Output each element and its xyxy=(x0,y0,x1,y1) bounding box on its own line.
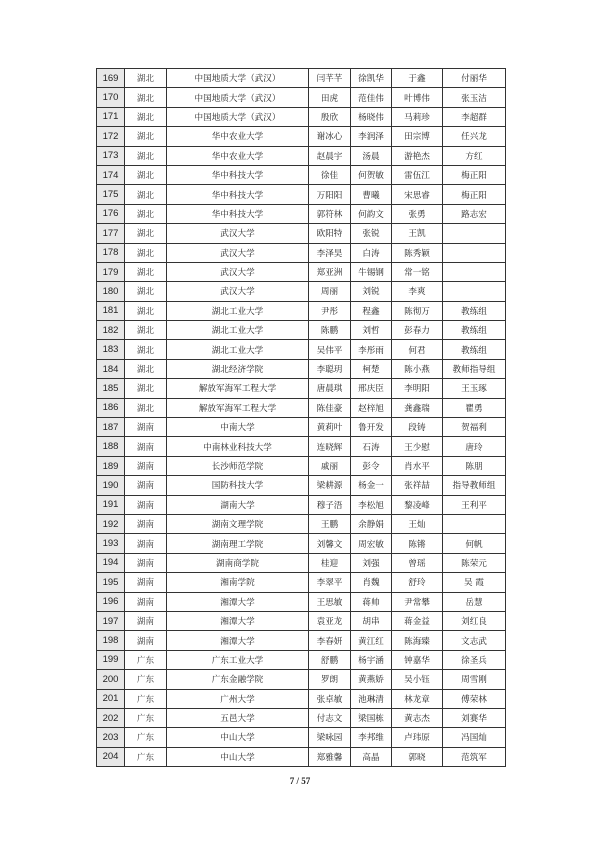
row-number-cell: 204 xyxy=(97,747,125,766)
member-1-cell: 梁耕源 xyxy=(309,476,351,495)
table-row xyxy=(97,301,506,320)
member-1-cell: 穆子浯 xyxy=(309,495,351,514)
member-3-cell: 陈海臻 xyxy=(392,631,443,650)
coach-cell: 教练组 xyxy=(443,301,506,320)
member-1-cell: 欧阳特 xyxy=(309,224,351,243)
province-cell: 湖南 xyxy=(125,418,167,437)
row-number-cell: 171 xyxy=(97,107,125,126)
member-3-cell: 张勇 xyxy=(392,204,443,223)
coach-cell: 王利平 xyxy=(443,495,506,514)
member-2-cell: 胡串 xyxy=(351,611,392,630)
member-2-cell: 刘强 xyxy=(351,553,392,572)
member-2-cell: 李彤雨 xyxy=(351,340,392,359)
school-cell: 湖南文理学院 xyxy=(167,514,309,533)
member-3-cell: 雷伍江 xyxy=(392,165,443,184)
member-3-cell: 舒玲 xyxy=(392,573,443,592)
school-cell: 湖北工业大学 xyxy=(167,321,309,340)
member-3-cell: 段铸 xyxy=(392,418,443,437)
row-number-cell: 187 xyxy=(97,418,125,437)
member-1-cell: 尹彤 xyxy=(309,301,351,320)
coach-cell: 付丽华 xyxy=(443,69,506,88)
coach-cell xyxy=(443,282,506,301)
province-cell: 湖北 xyxy=(125,321,167,340)
member-1-cell: 徐佳 xyxy=(309,165,351,184)
province-cell: 湖北 xyxy=(125,379,167,398)
page-number: 7 / 57 xyxy=(289,776,311,786)
row-number-cell: 177 xyxy=(97,224,125,243)
member-3-cell: 林龙章 xyxy=(392,689,443,708)
member-2-cell: 张锐 xyxy=(351,224,392,243)
member-1-cell: 万阳阳 xyxy=(309,185,351,204)
province-cell: 湖南 xyxy=(125,553,167,572)
member-2-cell: 汤晨 xyxy=(351,146,392,165)
row-number-cell: 190 xyxy=(97,476,125,495)
row-number-cell: 173 xyxy=(97,146,125,165)
school-cell: 中南林业科技大学 xyxy=(167,437,309,456)
table-row xyxy=(97,437,506,456)
member-1-cell: 袁亚龙 xyxy=(309,611,351,630)
province-cell: 湖北 xyxy=(125,204,167,223)
school-cell: 广州大学 xyxy=(167,689,309,708)
school-cell: 国防科技大学 xyxy=(167,476,309,495)
member-3-cell: 李爽 xyxy=(392,282,443,301)
table-row xyxy=(97,204,506,223)
member-1-cell: 戚丽 xyxy=(309,456,351,475)
coach-cell: 瞿勇 xyxy=(443,398,506,417)
member-2-cell: 赵梓旭 xyxy=(351,398,392,417)
row-number-cell: 175 xyxy=(97,185,125,204)
member-3-cell: 彭春力 xyxy=(392,321,443,340)
member-2-cell: 彭令 xyxy=(351,456,392,475)
table-row xyxy=(97,476,506,495)
member-3-cell: 郭晓 xyxy=(392,747,443,766)
school-cell: 中国地质大学（武汉） xyxy=(167,107,309,126)
member-2-cell: 刘锐 xyxy=(351,282,392,301)
member-3-cell: 吴小钰 xyxy=(392,670,443,689)
school-cell: 华中科技大学 xyxy=(167,185,309,204)
province-cell: 广东 xyxy=(125,747,167,766)
member-1-cell: 闫芊芊 xyxy=(309,69,351,88)
school-cell: 华中农业大学 xyxy=(167,127,309,146)
member-1-cell: 王鹏 xyxy=(309,514,351,533)
row-number-cell: 181 xyxy=(97,301,125,320)
member-1-cell: 谢冰心 xyxy=(309,127,351,146)
member-2-cell: 何韵文 xyxy=(351,204,392,223)
table-row xyxy=(97,262,506,281)
table-row xyxy=(97,224,506,243)
table-row xyxy=(97,321,506,340)
province-cell: 湖北 xyxy=(125,301,167,320)
coach-cell: 梅正阳 xyxy=(443,165,506,184)
coach-cell xyxy=(443,224,506,243)
member-3-cell: 龚鑫瑞 xyxy=(392,398,443,417)
school-cell: 武汉大学 xyxy=(167,243,309,262)
row-number-cell: 194 xyxy=(97,553,125,572)
member-1-cell: 舒鹏 xyxy=(309,650,351,669)
member-2-cell: 程鑫 xyxy=(351,301,392,320)
province-cell: 广东 xyxy=(125,708,167,727)
member-3-cell: 游艳杰 xyxy=(392,146,443,165)
table-row xyxy=(97,107,506,126)
member-3-cell: 王少慰 xyxy=(392,437,443,456)
coach-cell: 吴 霞 xyxy=(443,573,506,592)
member-1-cell: 陈佳豪 xyxy=(309,398,351,417)
member-1-cell: 殷欣 xyxy=(309,107,351,126)
school-cell: 解放军海军工程大学 xyxy=(167,398,309,417)
province-cell: 湖北 xyxy=(125,398,167,417)
member-3-cell: 陈彻万 xyxy=(392,301,443,320)
table-row xyxy=(97,514,506,533)
member-1-cell: 李翠平 xyxy=(309,573,351,592)
member-1-cell: 罗朗 xyxy=(309,670,351,689)
province-cell: 湖北 xyxy=(125,127,167,146)
member-2-cell: 蒋帅 xyxy=(351,592,392,611)
member-2-cell: 杨金一 xyxy=(351,476,392,495)
school-cell: 中南大学 xyxy=(167,418,309,437)
member-1-cell: 李春妍 xyxy=(309,631,351,650)
row-number-cell: 170 xyxy=(97,88,125,107)
school-cell: 长沙师范学院 xyxy=(167,456,309,475)
table-row xyxy=(97,379,506,398)
table-row xyxy=(97,165,506,184)
row-number-cell: 183 xyxy=(97,340,125,359)
member-3-cell: 曾瑶 xyxy=(392,553,443,572)
row-number-cell: 191 xyxy=(97,495,125,514)
coach-cell: 王玉琢 xyxy=(443,379,506,398)
province-cell: 湖北 xyxy=(125,243,167,262)
table-row xyxy=(97,592,506,611)
member-2-cell: 石涛 xyxy=(351,437,392,456)
province-cell: 湖南 xyxy=(125,456,167,475)
row-number-cell: 180 xyxy=(97,282,125,301)
coach-cell: 李超群 xyxy=(443,107,506,126)
member-1-cell: 桂迎 xyxy=(309,553,351,572)
member-1-cell: 唐晨琪 xyxy=(309,379,351,398)
member-3-cell: 王凯 xyxy=(392,224,443,243)
row-number-cell: 197 xyxy=(97,611,125,630)
school-cell: 中山大学 xyxy=(167,728,309,747)
member-3-cell: 黎凌峰 xyxy=(392,495,443,514)
coach-cell: 周雪刚 xyxy=(443,670,506,689)
member-1-cell: 王思敏 xyxy=(309,592,351,611)
member-2-cell: 杨晓伟 xyxy=(351,107,392,126)
coach-cell: 岳慧 xyxy=(443,592,506,611)
table-row xyxy=(97,398,506,417)
member-3-cell: 陈锵 xyxy=(392,534,443,553)
table-body xyxy=(97,69,506,767)
member-2-cell: 余静娟 xyxy=(351,514,392,533)
province-cell: 湖北 xyxy=(125,146,167,165)
member-1-cell: 刘馨文 xyxy=(309,534,351,553)
member-3-cell: 钟嘉华 xyxy=(392,650,443,669)
member-2-cell: 牛锡钢 xyxy=(351,262,392,281)
member-3-cell: 李明阳 xyxy=(392,379,443,398)
province-cell: 湖北 xyxy=(125,165,167,184)
province-cell: 湖北 xyxy=(125,359,167,378)
row-number-cell: 174 xyxy=(97,165,125,184)
table-row xyxy=(97,243,506,262)
school-cell: 广东金融学院 xyxy=(167,670,309,689)
member-1-cell: 李泽昊 xyxy=(309,243,351,262)
row-number-cell: 179 xyxy=(97,262,125,281)
coach-cell: 梅正阳 xyxy=(443,185,506,204)
table-row xyxy=(97,282,506,301)
table-row xyxy=(97,728,506,747)
member-2-cell: 柯楚 xyxy=(351,359,392,378)
member-2-cell: 肖魏 xyxy=(351,573,392,592)
school-cell: 华中科技大学 xyxy=(167,165,309,184)
province-cell: 湖北 xyxy=(125,107,167,126)
school-cell: 湖北工业大学 xyxy=(167,301,309,320)
member-1-cell: 李聪玥 xyxy=(309,359,351,378)
table-row xyxy=(97,534,506,553)
row-number-cell: 193 xyxy=(97,534,125,553)
school-cell: 湖南商学院 xyxy=(167,553,309,572)
member-1-cell: 赵晨宇 xyxy=(309,146,351,165)
member-3-cell: 尹常攀 xyxy=(392,592,443,611)
member-2-cell: 刘哲 xyxy=(351,321,392,340)
member-1-cell: 郑雅馨 xyxy=(309,747,351,766)
school-cell: 湖北经济学院 xyxy=(167,359,309,378)
school-cell: 解放军海军工程大学 xyxy=(167,379,309,398)
province-cell: 湖北 xyxy=(125,88,167,107)
school-cell: 湘潭大学 xyxy=(167,611,309,630)
member-1-cell: 梁咏园 xyxy=(309,728,351,747)
member-2-cell: 李润泽 xyxy=(351,127,392,146)
member-3-cell: 王灿 xyxy=(392,514,443,533)
coach-cell: 何帆 xyxy=(443,534,506,553)
row-number-cell: 202 xyxy=(97,708,125,727)
member-3-cell: 陈小燕 xyxy=(392,359,443,378)
member-3-cell: 张祥喆 xyxy=(392,476,443,495)
row-number-cell: 176 xyxy=(97,204,125,223)
province-cell: 湖南 xyxy=(125,611,167,630)
coach-cell: 刘红良 xyxy=(443,611,506,630)
province-cell: 湖北 xyxy=(125,262,167,281)
coach-cell xyxy=(443,243,506,262)
member-1-cell: 田虎 xyxy=(309,88,351,107)
school-cell: 湘潭大学 xyxy=(167,631,309,650)
province-cell: 湖南 xyxy=(125,514,167,533)
table-row xyxy=(97,689,506,708)
row-number-cell: 199 xyxy=(97,650,125,669)
member-3-cell: 何君 xyxy=(392,340,443,359)
coach-cell xyxy=(443,514,506,533)
table-row xyxy=(97,573,506,592)
table-row xyxy=(97,553,506,572)
province-cell: 广东 xyxy=(125,689,167,708)
school-cell: 中国地质大学（武汉） xyxy=(167,88,309,107)
row-number-cell: 198 xyxy=(97,631,125,650)
member-3-cell: 田宗博 xyxy=(392,127,443,146)
school-cell: 中国地质大学（武汉） xyxy=(167,69,309,88)
table-row xyxy=(97,185,506,204)
member-2-cell: 徐凯华 xyxy=(351,69,392,88)
member-3-cell: 常一铭 xyxy=(392,262,443,281)
member-2-cell: 池琳清 xyxy=(351,689,392,708)
province-cell: 湖南 xyxy=(125,592,167,611)
member-3-cell: 蒋金益 xyxy=(392,611,443,630)
province-cell: 湖北 xyxy=(125,282,167,301)
member-2-cell: 曹曦 xyxy=(351,185,392,204)
member-1-cell: 连晓辉 xyxy=(309,437,351,456)
member-1-cell: 付志文 xyxy=(309,708,351,727)
coach-cell: 冯国灿 xyxy=(443,728,506,747)
row-number-cell: 192 xyxy=(97,514,125,533)
province-cell: 湖北 xyxy=(125,185,167,204)
school-cell: 湖南大学 xyxy=(167,495,309,514)
member-2-cell: 高晶 xyxy=(351,747,392,766)
member-2-cell: 黄江红 xyxy=(351,631,392,650)
table-row xyxy=(97,88,506,107)
member-3-cell: 黄志杰 xyxy=(392,708,443,727)
province-cell: 湖北 xyxy=(125,69,167,88)
table-row xyxy=(97,611,506,630)
member-1-cell: 黄莉叶 xyxy=(309,418,351,437)
coach-cell: 教练组 xyxy=(443,321,506,340)
coach-cell: 教练组 xyxy=(443,340,506,359)
coach-cell: 傅荣林 xyxy=(443,689,506,708)
coach-cell: 张玉洁 xyxy=(443,88,506,107)
table-row xyxy=(97,146,506,165)
school-cell: 华中农业大学 xyxy=(167,146,309,165)
province-cell: 湖南 xyxy=(125,437,167,456)
table-row xyxy=(97,456,506,475)
row-number-cell: 186 xyxy=(97,398,125,417)
table-row xyxy=(97,127,506,146)
team-roster-table xyxy=(96,68,506,767)
table-row xyxy=(97,650,506,669)
row-number-cell: 185 xyxy=(97,379,125,398)
school-cell: 武汉大学 xyxy=(167,282,309,301)
member-3-cell: 陈秀颖 xyxy=(392,243,443,262)
member-3-cell: 肖水平 xyxy=(392,456,443,475)
coach-cell: 指导教师组 xyxy=(443,476,506,495)
member-3-cell: 卢玮原 xyxy=(392,728,443,747)
row-number-cell: 184 xyxy=(97,359,125,378)
row-number-cell: 195 xyxy=(97,573,125,592)
member-2-cell: 周宏敏 xyxy=(351,534,392,553)
school-cell: 五邑大学 xyxy=(167,708,309,727)
table-row xyxy=(97,708,506,727)
row-number-cell: 201 xyxy=(97,689,125,708)
member-2-cell: 鲁开发 xyxy=(351,418,392,437)
member-2-cell: 何贺敏 xyxy=(351,165,392,184)
member-2-cell: 黄燕娇 xyxy=(351,670,392,689)
coach-cell: 陈荣元 xyxy=(443,553,506,572)
coach-cell: 徐圣兵 xyxy=(443,650,506,669)
member-3-cell: 宋思睿 xyxy=(392,185,443,204)
member-2-cell: 杨宇涵 xyxy=(351,650,392,669)
school-cell: 湖北工业大学 xyxy=(167,340,309,359)
province-cell: 湖南 xyxy=(125,495,167,514)
school-cell: 广东工业大学 xyxy=(167,650,309,669)
coach-cell: 陈朋 xyxy=(443,456,506,475)
member-2-cell: 邢庆臣 xyxy=(351,379,392,398)
row-number-cell: 169 xyxy=(97,69,125,88)
table-row xyxy=(97,418,506,437)
table-row xyxy=(97,670,506,689)
row-number-cell: 203 xyxy=(97,728,125,747)
coach-cell: 唐玲 xyxy=(443,437,506,456)
member-2-cell: 李邦维 xyxy=(351,728,392,747)
table-row xyxy=(97,340,506,359)
school-cell: 武汉大学 xyxy=(167,224,309,243)
table-row xyxy=(97,359,506,378)
member-1-cell: 陈鹏 xyxy=(309,321,351,340)
province-cell: 湖北 xyxy=(125,224,167,243)
member-3-cell: 于鑫 xyxy=(392,69,443,88)
coach-cell: 路志宏 xyxy=(443,204,506,223)
row-number-cell: 200 xyxy=(97,670,125,689)
member-3-cell: 马莉珍 xyxy=(392,107,443,126)
school-cell: 武汉大学 xyxy=(167,262,309,281)
province-cell: 广东 xyxy=(125,728,167,747)
school-cell: 华中科技大学 xyxy=(167,204,309,223)
member-2-cell: 范佳伟 xyxy=(351,88,392,107)
member-1-cell: 郑亚洲 xyxy=(309,262,351,281)
table-row xyxy=(97,69,506,88)
member-1-cell: 周丽 xyxy=(309,282,351,301)
province-cell: 广东 xyxy=(125,650,167,669)
member-2-cell: 白涛 xyxy=(351,243,392,262)
province-cell: 湖南 xyxy=(125,476,167,495)
coach-cell xyxy=(443,262,506,281)
coach-cell: 方红 xyxy=(443,146,506,165)
member-1-cell: 郭符林 xyxy=(309,204,351,223)
province-cell: 湖南 xyxy=(125,534,167,553)
member-1-cell: 吴伟平 xyxy=(309,340,351,359)
table-row xyxy=(97,495,506,514)
table-row xyxy=(97,631,506,650)
row-number-cell: 178 xyxy=(97,243,125,262)
row-number-cell: 196 xyxy=(97,592,125,611)
row-number-cell: 188 xyxy=(97,437,125,456)
school-cell: 湖南理工学院 xyxy=(167,534,309,553)
member-3-cell: 叶博伟 xyxy=(392,88,443,107)
province-cell: 广东 xyxy=(125,670,167,689)
coach-cell: 贺福利 xyxy=(443,418,506,437)
school-cell: 湘潭大学 xyxy=(167,592,309,611)
coach-cell: 教师指导组 xyxy=(443,359,506,378)
table-row xyxy=(97,747,506,766)
coach-cell: 文志武 xyxy=(443,631,506,650)
school-cell: 湘南学院 xyxy=(167,573,309,592)
coach-cell: 任兴龙 xyxy=(443,127,506,146)
member-1-cell: 张卓敏 xyxy=(309,689,351,708)
member-2-cell: 李松旭 xyxy=(351,495,392,514)
coach-cell: 范筑军 xyxy=(443,747,506,766)
member-2-cell: 梁国栋 xyxy=(351,708,392,727)
province-cell: 湖南 xyxy=(125,573,167,592)
province-cell: 湖北 xyxy=(125,340,167,359)
province-cell: 湖南 xyxy=(125,631,167,650)
coach-cell: 刘赛华 xyxy=(443,708,506,727)
row-number-cell: 172 xyxy=(97,127,125,146)
school-cell: 中山大学 xyxy=(167,747,309,766)
row-number-cell: 189 xyxy=(97,456,125,475)
row-number-cell: 182 xyxy=(97,321,125,340)
